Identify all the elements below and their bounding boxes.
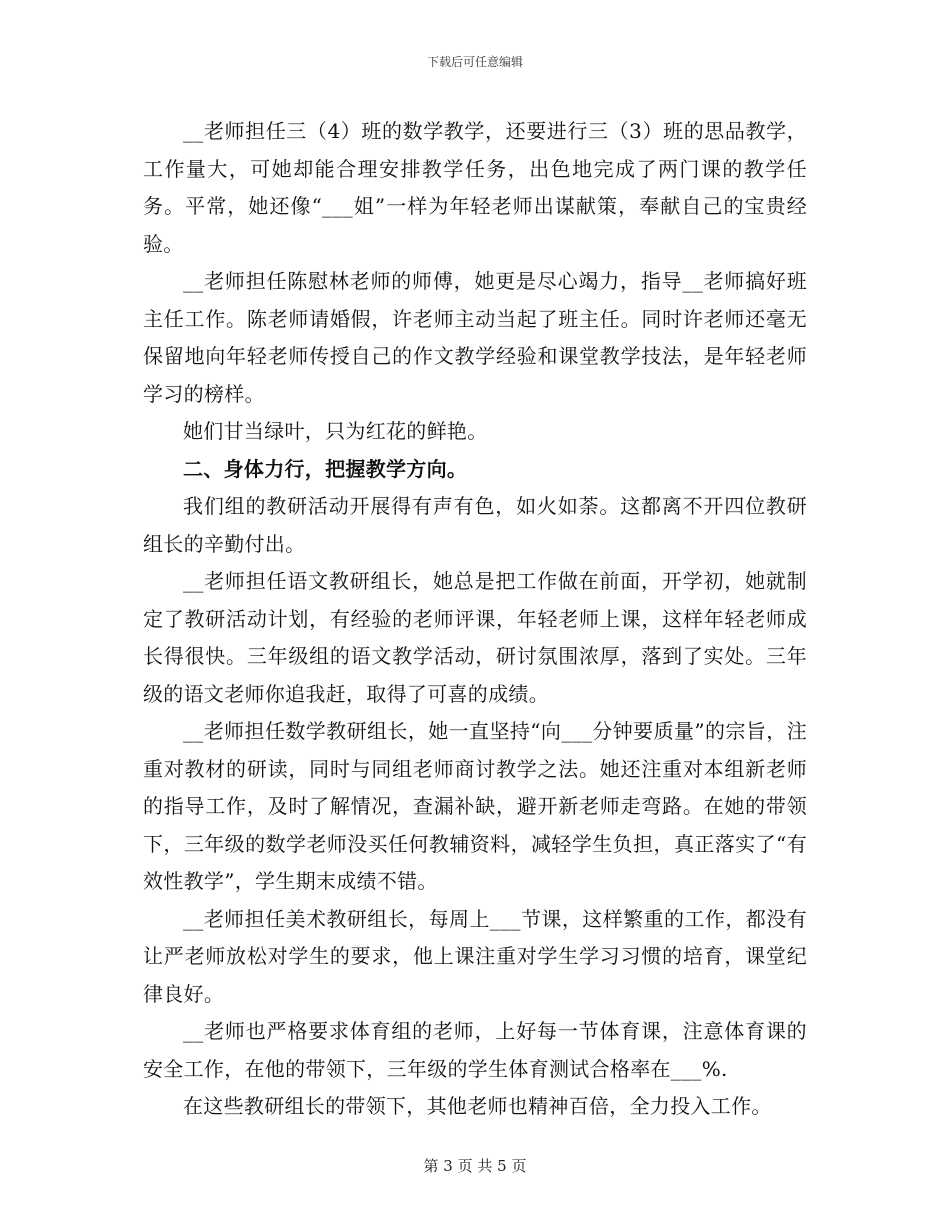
page-footer: 第 3 页 共 5 页 xyxy=(423,1157,527,1175)
paragraph-research-activities: 我们组的教研活动开展得有声有色，如火如荼。这都离不开四位教研组长的辛勤付出。 xyxy=(143,494,807,556)
paragraph-teacher-mentor: __老师担任陈慰林老师的师傅，她更是尽心竭力，指导__老师搞好班主任工作。陈老师请婚假，许老师主动当起了班主任。同时许老师还毫无保留地向年轻老师传授自己的作文教学经验和课堂教学技法，是年轻老师学习的榜样。 xyxy=(143,269,807,406)
paragraph-chinese-leader: __老师担任语文教研组长，她总是把工作做在前面，开学初，她就制定了教研活动计划，有经验的老师评课，年轻老师上课，这样年轻老师成长得很快。三年级组的语文教学活动，研讨氛围浓厚，落到了实处。三年级的语文老师你追我赶，取得了可喜的成绩。 xyxy=(143,569,807,706)
paragraph-math-leader: __老师担任数学教研组长，她一直坚持“向___分钟要质量”的宗旨，注重对教材的研读，同时与同组老师商讨教学之法。她还注重对本组新老师的指导工作，及时了解情况，查漏补缺，避开新老师走弯路。在她的带领下，三年级的数学老师没买任何教辅资料，减轻学生负担，真正落实了“有效性教学”，学生期末成绩不错。 xyxy=(143,719,807,893)
paragraph-other-teachers: 在这些教研组长的带领下，其他老师也精神百倍，全力投入工作。 xyxy=(183,1094,772,1118)
section-heading-2: 二、身体力行，把握教学方向。 xyxy=(183,456,468,481)
document-body xyxy=(143,113,807,1126)
page-header: 下载后可任意编辑 xyxy=(426,55,523,69)
paragraph-green-leaves: 她们甘当绿叶，只为红花的鲜艳。 xyxy=(183,419,488,443)
paragraph-pe-leader: __老师也严格要求体育组的老师，上好每一节体育课，注意体育课的安全工作，在他的带领下，三年级的学生体育测试合格率在___%. xyxy=(143,1019,807,1081)
paragraph-art-leader: __老师担任美术教研组长，每周上___节课，这样繁重的工作，都没有让严老师放松对学生的要求，他上课注重对学生学习习惯的培育，课堂纪律良好。 xyxy=(143,906,807,1006)
paragraph-teacher-math-moral: __老师担任三（4）班的数学教学，还要进行三（3）班的思品教学，工作量大，可她却能合理安排教学任务，出色地完成了两门课的教学任务。平常，她还像“___姐”一样为年轻老师出谋献策，奉献自己的宝贵经验。 xyxy=(143,119,807,256)
